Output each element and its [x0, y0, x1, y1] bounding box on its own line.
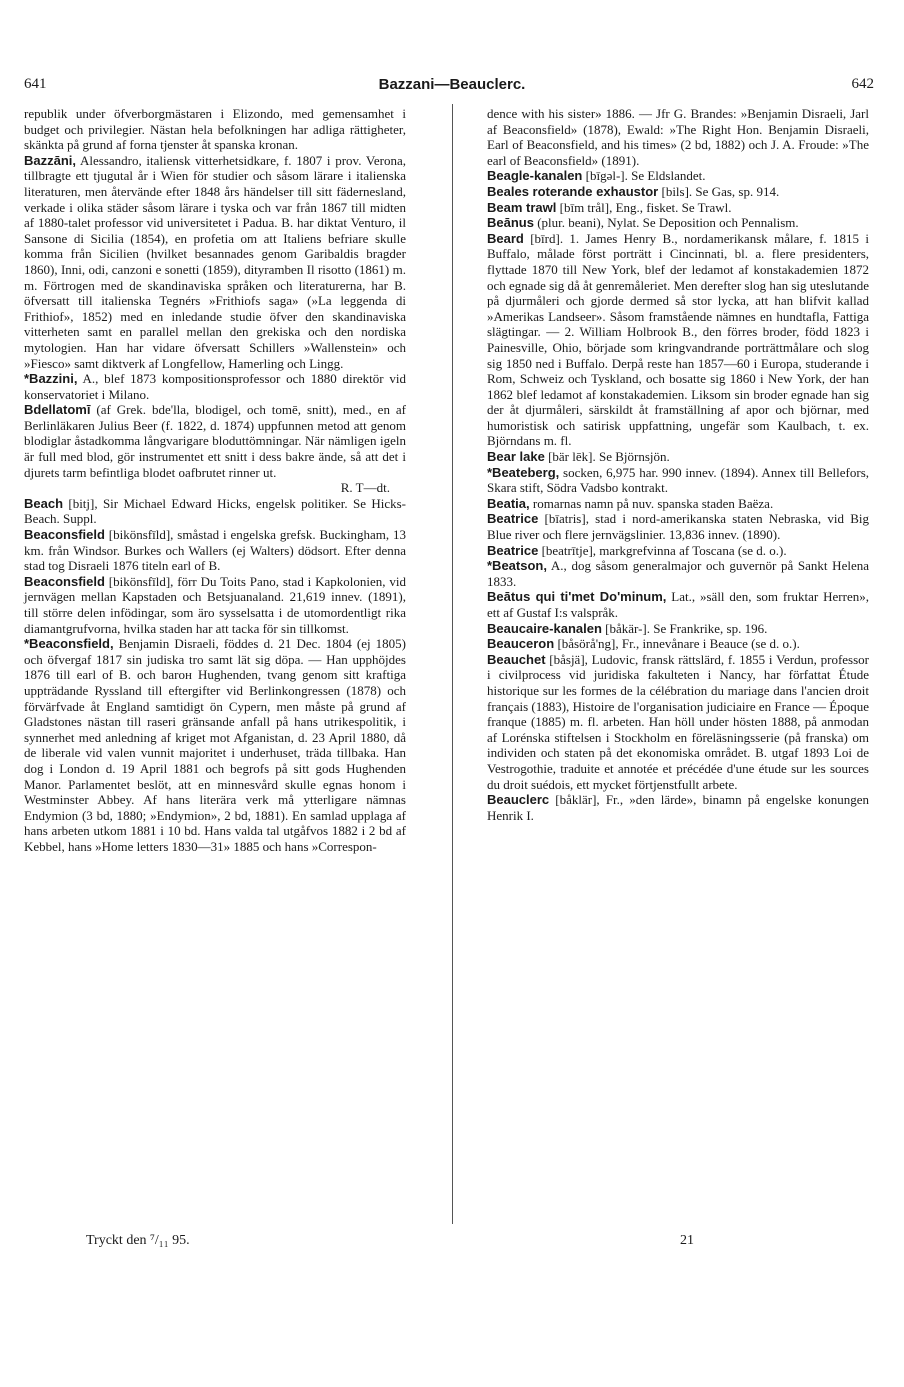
- left-column: [24, 106, 406, 855]
- entry-headword: Bear lake: [487, 449, 545, 465]
- dictionary-entry: [487, 589, 869, 620]
- column-divider: [452, 104, 453, 1224]
- entry-text: A., blef 1873 kompositionsprofessor och 1880 direktör vid konservatoriet i Milano.: [24, 371, 406, 402]
- dictionary-entry: [487, 106, 869, 168]
- entry-headword: Beauchet: [487, 651, 546, 667]
- entry-signature: R. T—dt.: [340, 480, 390, 496]
- dictionary-entry: [24, 153, 406, 371]
- entry-headword: Beaucaire-kanalen: [487, 620, 602, 636]
- entry-headword: Beatrice: [487, 511, 539, 527]
- dictionary-entry: [24, 402, 406, 480]
- entry-headword: Beam trawl: [487, 199, 557, 215]
- entry-headword: Bazzāni,: [24, 152, 77, 168]
- signature-number: 21: [680, 1233, 694, 1248]
- entry-text: A., dog såsom generalmajor och guvernör på Sankt Helena 1833.: [487, 558, 869, 589]
- entry-text: [bīgǝl-]. Se Eldslandet.: [582, 168, 706, 184]
- entry-text: [bīrd]. 1. James Henry B., nordamerikansk målare, f. 1815 i Buffalo, målade först porträtt i Cincinnati, bl. a. flere presidenters, flyttade 1870 till New York, blef der ledamot af konstakademien 1872 och egnade sig då åt genremåleriet. Men derefter slog han sig uteslutande på djurmåleri och gjorde dermed så stor lycka, att han blifvit kallad »Amerikas Landseer». Såsom framstående nämnes en hundtafla, Fattiga slägtingar. — 2. William Holbrook B., den förres broder, född 1823 i Painesville, Ohio, började som kringvandrande porträttmålare och slog sig 1850 ned i Buffalo. Derpå reste han 1857—60 i Europa, studerande i Rom, Schweiz och Tyskland, och bosatte sig 1860 i New York, der han 1862 blef ledamot af konstakademien. Liksom sin broder egnade han sig der åt djurmåleri, särskildt åt framställning af apor och björnar, med humoristisk och satirisk uppfattning, ungefär som Kaulbach, t. ex. Björndans m. fl.: [487, 230, 869, 449]
- entry-headword: Bdellatomī: [24, 402, 91, 418]
- entry-text: [båklär], Fr., »den lärde», binamn på engelske konungen Henrik I.: [487, 792, 869, 823]
- entry-text: [bikönsfīld], förr Du Toits Pano, stad i Kapkolonien, vid jernvägen mellan Kapstaden och Betsjuanaland. 21,619 innev. (1891), till större delen infödingar, som äro sysselsatta i de utomordentligt rika diamantgrufvorna, hvilka staden har att tacka för sin tillkomst.: [24, 573, 406, 636]
- entry-text: [bitj], Sir Michael Edward Hicks, engelsk politiker. Se Hicks-Beach. Suppl.: [24, 495, 406, 527]
- entry-text: [båkär-]. Se Frankrike, sp. 196.: [601, 620, 768, 636]
- entry-headword: Beauclerc: [487, 792, 550, 808]
- dictionary-entry: [24, 496, 406, 527]
- dictionary-entry: [487, 636, 869, 652]
- dictionary-entry: [487, 558, 869, 589]
- entry-text: socken, 6,975 har. 990 innev. (1894). Annex till Bellefors, Skara stift, Södra Vadsbo kontrakt.: [487, 464, 869, 496]
- entry-text: Lat., »säll den, som fruktar Herren», ett af Gustaf I:s valspråk.: [487, 589, 869, 620]
- dictionary-entry: [24, 371, 406, 402]
- dictionary-entry: [487, 449, 869, 465]
- entry-text: [båsjä], Ludovic, fransk rättslärd, f. 1855 i Verdun, professor i civilprocess vid juridiska fakulteten i Nancy, har författat Étude historique sur les formes de la célébration du mariage dans l'ancien droit français (1883), Histoire de l'organisation judiciaire en France — Époque franque (1885) m. fl. arbeten. Han höll under hösten 1888, på anmodan af Lorénska stiftelsen i Stockholm en föreläsningsserie (på franska) om individen och staten på det ekonomiska området. B. utgaf 1893 Loi de Vestrogothie, traduite et annotée et précédée d'une étude sur les sources du droit suédois, ett mycket förtjenstfullt arbete.: [487, 651, 869, 792]
- entry-text: [bikönsfīld], småstad i engelska grefsk. Buckingham, 13 km. från Windsor. Burkes och Wallers (ej Walters) dödsort. Efter denna stad tog Disraeli 1876 titeln earl of B.: [24, 527, 406, 574]
- entry-text: Alessandro, italiensk vitterhetsidkare, f. 1807 i prov. Verona, tillbragte ett tjugutal år i Wien för studier och såsom lärare i italienska literaturen, men återvände efter 1848 års händelser till sitt fädernesland, verkade i olika städer såsom lärare i tyska och var från 1867 till midten af 1880-talet professor vid universitetet i Padua. B. har diktat Venturo, il Sansone di Sicilia (1854), en profetia om att Italiens befriare skulle komma från Sicilien (hvilket besannades genom Garibaldis bragder 1860), Inni, odi, canzoni e sonetti (1859), dityramben Il risotto (1861) m. m. Förtrogen med de skandinaviska språken och literaturerna, har B. öfversatt till italienska Tegnérs »Frithiofs saga» (»La leggenda di Frithiof», 1852) med en inledande studie öfver den skandinaviska vitterheten samt en parallel mellan den grekiska och den nordiska mytologien. Han har vidare öfversatt Schillers »Wallenstein» och »Fiesco» samt diktverk af Longfellow, Hamerling och Lingg.: [24, 152, 406, 371]
- entry-text: [båsörå'ng], Fr., innevånare i Beauce (se d. o.).: [554, 636, 800, 652]
- entry-text: [bīm trål], Eng., fisket. Se Trawl.: [556, 199, 732, 215]
- entry-headword: *Beateberg,: [487, 464, 560, 480]
- entry-text: dence with his sister» 1886. — Jfr G. Brandes: »Benjamin Disraeli, Jarl af Beaconsfield» (1878), Ewald: »The Right Hon. Benjamin Disraeli, Earl of Beaconsfield, and his times» (2 bd, 1882) och J. A. Froude: »The earl of Beaconsfield» (1891).: [487, 106, 869, 168]
- entry-headword: *Beaconsfield,: [24, 636, 114, 652]
- running-title: Bazzani—Beauclerc.: [378, 76, 526, 93]
- print-date: Tryckt den ⁷/₁₁ 95.: [86, 1233, 190, 1248]
- entry-text: (af Grek. bde'lla, blodigel, och tomē, snitt), med., en af Berlinläkaren Julius Beer (f. 1822, d. 1874) uppfunnen metod att genom blodiglar åstadkomma långvarigare bloduttömningar. När nämligen igeln är full med blod, gör instrumentet ett snitt i dess bakre ände, så att det i djurets tarm befintliga blodet oafbrutet rinner ut.: [24, 402, 406, 480]
- entry-text: (plur. beani), Nylat. Se Deposition och Pennalism.: [533, 215, 799, 231]
- dictionary-entry: [487, 184, 869, 200]
- entry-text: Benjamin Disraeli, föddes d. 21 Dec. 1804 (ej 1805) och öfvergaf 1817 sin judiska tro samt lät sig döpa. — Han upphöjdes 1876 till earl of B. och barон Hughenden, tvang genom sitt kraftiga uppträdande Ryssland till eftergifter vid Berlinkongressen (1878) och förvärfvade åt England samtidigt ön Cypern, men måste på grund af Gladstones nästan till raseri gränsande anfall på hans utrikespolitik, i synnerhet med anledning af kriget mot Afganistan, d. 23 April 1880, då de liberale vid valen vunnit majoritet i underhuset, träda tillbaka. Han dog i London d. 19 April 1881 och begrofs på sitt gods Hughenden Manor. Parlamentet beslöt, att en minnesvård skulle egnas honom i Westminster Abbey. Af hans literära verk må ytterligare nämnas Endymion (3 bd, 1880; »Endymion», 2 bd, 1881). En samlad upplaga af hans arbeten utkom 1881 i 10 bd. Hans valda tal utgåfvos 1882 i 2 bd af Kebbel, hans »Home letters 1830—31» 1885 och hans »Correspon-: [24, 636, 406, 854]
- right-column: [487, 106, 869, 823]
- dictionary-entry: [487, 215, 869, 231]
- dictionary-entry: [487, 200, 869, 216]
- entry-headword: Beard: [487, 230, 524, 246]
- entry-headword: Beatrice: [487, 542, 539, 558]
- entry-headword: *Beatson,: [487, 558, 547, 574]
- dictionary-entry: [487, 231, 869, 449]
- entry-text: republik under öfverborgmästaren i Elizondo, med gemensamhet i budget och privilegier. Nästan hela befolkningen har adliga rättigheter, skänkta på grund af forna tjenster åt spanska kronan.: [24, 106, 406, 153]
- entry-headword: Beānus: [487, 215, 534, 231]
- entry-headword: Beatia,: [487, 495, 530, 511]
- dictionary-entry: [24, 574, 406, 636]
- entry-text: [beatrītje], markgrefvinna af Toscana (se d. o.).: [538, 542, 787, 558]
- entry-headword: Beagle-kanalen: [487, 168, 583, 184]
- page-number-left: 641: [24, 76, 47, 92]
- page-header: [24, 76, 880, 98]
- dictionary-entry: [487, 496, 869, 512]
- entry-headword: Beauceron: [487, 636, 555, 652]
- page-number-right: 642: [851, 76, 874, 92]
- dictionary-entry: [487, 168, 869, 184]
- dictionary-entry: [487, 465, 869, 496]
- entry-text: [bīatris], stad i nord-amerikanska staten Nebraska, vid Big Blue river och flere jernvägslinier. 13,836 innev. (1890).: [487, 511, 869, 543]
- dictionary-entry: [24, 636, 406, 854]
- entry-headword: Beales roterande exhaustor: [487, 183, 659, 199]
- dictionary-entry: [487, 621, 869, 637]
- dictionary-entry: [24, 106, 406, 153]
- entry-headword: Beaconsfield: [24, 573, 105, 589]
- dictionary-entry: [487, 511, 869, 542]
- dictionary-entry: [487, 792, 869, 823]
- entry-text: romarnas namn på nuv. spanska staden Baëza.: [529, 495, 774, 511]
- entry-headword: Beātus qui ti'met Do'minum,: [487, 589, 667, 605]
- dictionary-entry: [24, 527, 406, 574]
- entry-text: [bär lēk]. Se Björnsjön.: [544, 449, 670, 465]
- dictionary-entry: [487, 543, 869, 559]
- entry-text: [bils]. Se Gas, sp. 914.: [658, 183, 780, 199]
- entry-headword: *Bazzini,: [24, 371, 78, 387]
- entry-headword: Beaconsfield: [24, 527, 105, 543]
- dictionary-entry: [487, 652, 869, 792]
- entry-headword: Beach: [24, 495, 64, 511]
